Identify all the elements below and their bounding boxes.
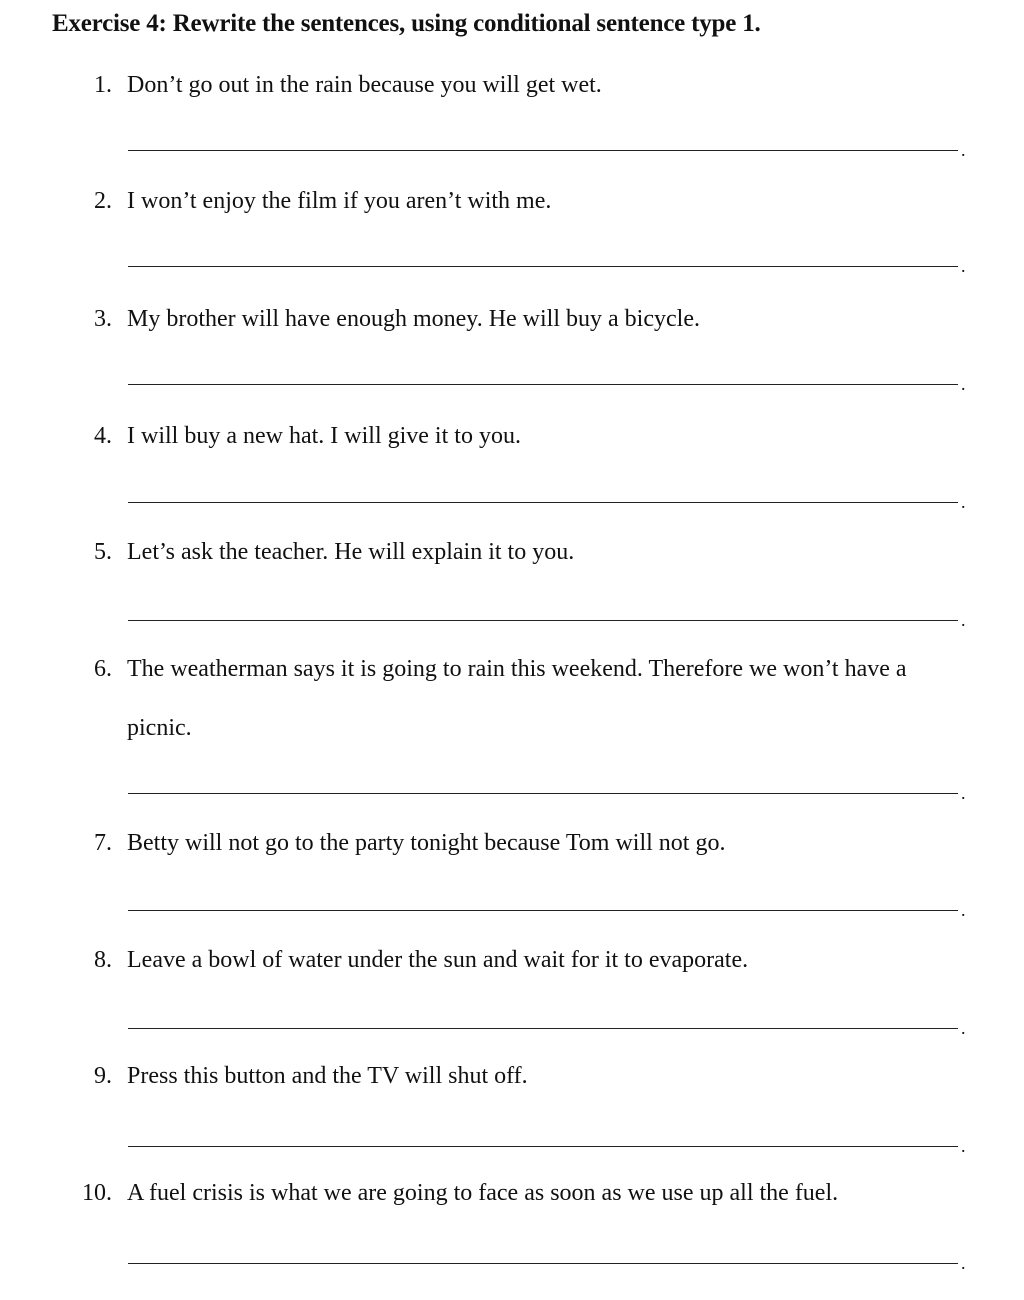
line-period: . <box>961 900 966 920</box>
line-period: . <box>961 1018 966 1038</box>
line-period: . <box>961 1253 966 1273</box>
line-period: . <box>961 610 966 630</box>
question-text: My brother will have enough money. He will buy a bicycle. <box>127 306 700 332</box>
question-number: 6. <box>94 656 112 682</box>
answer-line[interactable] <box>128 502 958 503</box>
answer-line[interactable] <box>128 793 958 794</box>
question-text: Don’t go out in the rain because you will get wet. <box>127 72 602 98</box>
question-number: 9. <box>94 1063 112 1089</box>
question-text: I won’t enjoy the film if you aren’t with me. <box>127 188 552 214</box>
answer-line[interactable] <box>128 620 958 621</box>
answer-line[interactable] <box>128 384 958 385</box>
answer-line[interactable] <box>128 1146 958 1147</box>
question-number: 3. <box>94 306 112 332</box>
answer-line[interactable] <box>128 150 958 151</box>
question-number: 7. <box>94 830 112 856</box>
answer-line[interactable] <box>128 1028 958 1029</box>
question-number: 4. <box>94 423 112 449</box>
line-period: . <box>961 492 966 512</box>
question-text: A fuel crisis is what we are going to face as soon as we use up all the fuel. <box>127 1180 839 1206</box>
answer-line[interactable] <box>128 266 958 267</box>
question-number: 5. <box>94 539 112 565</box>
question-text: Let’s ask the teacher. He will explain it to you. <box>127 539 575 565</box>
line-period: . <box>961 374 966 394</box>
exercise-title: Exercise 4: Rewrite the sentences, using conditional sentence type 1. <box>52 10 761 37</box>
answer-line[interactable] <box>128 910 958 911</box>
answer-line[interactable] <box>128 1263 958 1264</box>
question-number: 2. <box>94 188 112 214</box>
question-text: Betty will not go to the party tonight because Tom will not go. <box>127 830 726 856</box>
question-text: Leave a bowl of water under the sun and wait for it to evaporate. <box>127 947 749 973</box>
question-text-continued: picnic. <box>127 715 192 741</box>
line-period: . <box>961 1136 966 1156</box>
question-text: Press this button and the TV will shut off. <box>127 1063 528 1089</box>
line-period: . <box>961 783 966 803</box>
question-number: 8. <box>94 947 112 973</box>
line-period: . <box>961 256 966 276</box>
question-number: 1. <box>94 72 112 98</box>
question-text: I will buy a new hat. I will give it to you. <box>127 423 521 449</box>
question-number: 10. <box>82 1180 112 1206</box>
line-period: . <box>961 140 966 160</box>
question-text: The weatherman says it is going to rain this weekend. Therefore we won’t have a <box>127 656 907 682</box>
